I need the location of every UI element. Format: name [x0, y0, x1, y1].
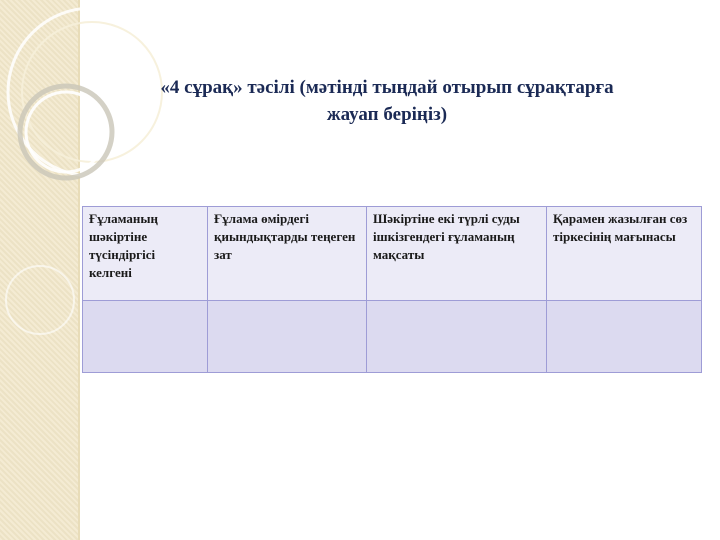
- page-title: [92, 74, 682, 128]
- header-cell: Шәкіртіне екі түрлі суды ішкізгендегі ғұламаның мақсаты: [367, 207, 547, 301]
- table-row: [83, 301, 702, 373]
- header-cell: Қарамен жазылған сөз тіркесінің мағынасы: [547, 207, 702, 301]
- table-header-row: [83, 207, 702, 301]
- answer-cell[interactable]: [367, 301, 547, 373]
- title-line-2: жауап беріңіз): [326, 104, 448, 125]
- answer-cell[interactable]: [208, 301, 367, 373]
- title-line-1: «4 сұрақ» тәсілі (мәтінді тыңдай отырып сұрақтарға: [160, 77, 614, 98]
- bottom-ring: [6, 266, 74, 334]
- answer-cell[interactable]: [547, 301, 702, 373]
- answer-cell[interactable]: [83, 301, 208, 373]
- header-cell: Ғұлама өмірдегі қиындықтарды теңеген зат: [208, 207, 367, 301]
- header-cell: Ғұламаның шәкіртіне түсіндіргісі келгені: [83, 207, 208, 301]
- questions-table: [82, 206, 702, 373]
